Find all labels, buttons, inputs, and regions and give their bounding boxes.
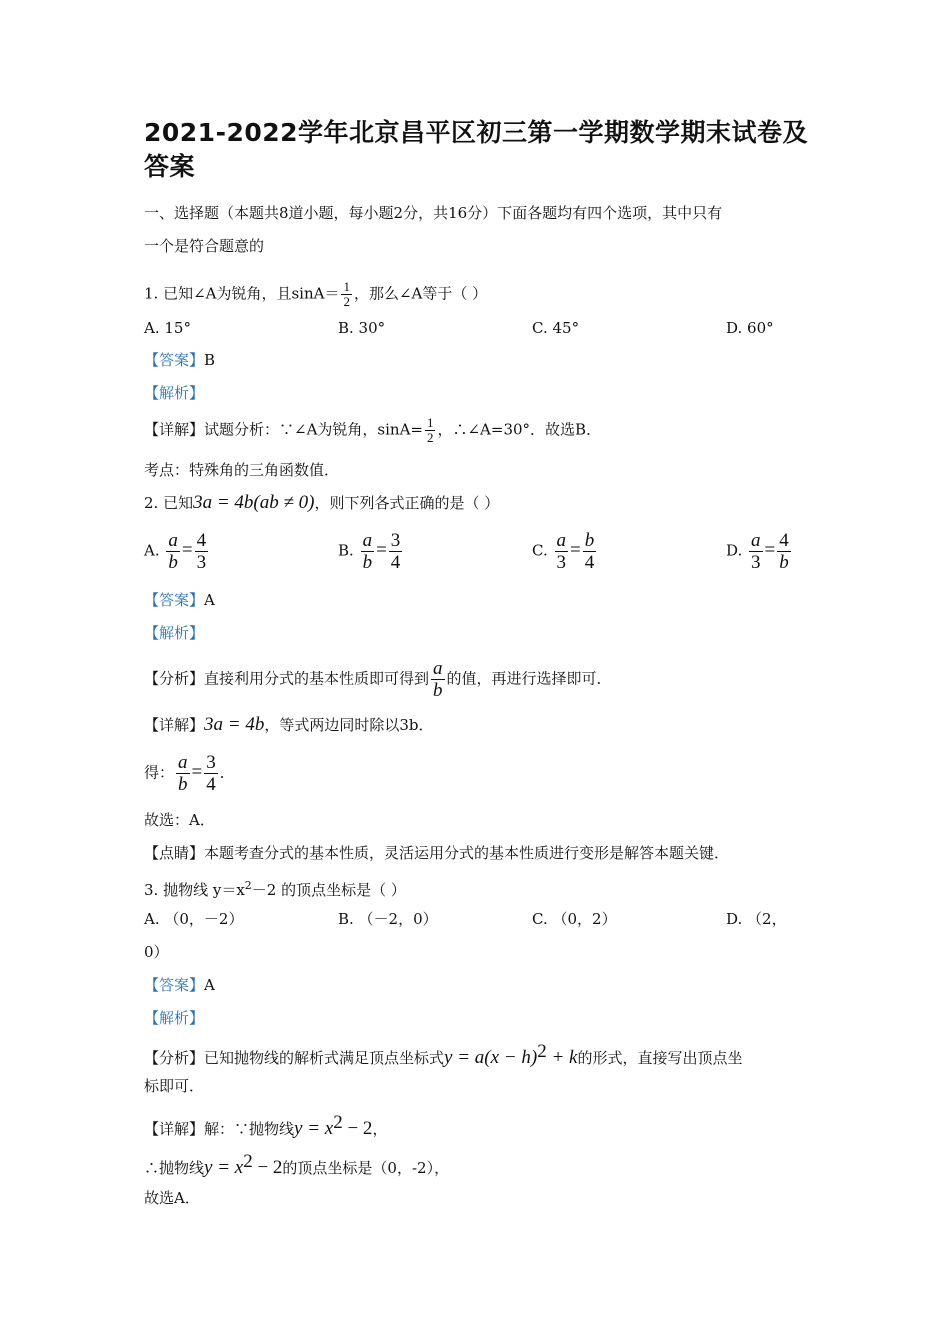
detail-tag: 【详解】	[144, 716, 205, 734]
q1-detail-text-end: ，∴∠A=30°．故选B．	[437, 420, 602, 439]
q1-detail	[144, 416, 601, 445]
q1-stem-text-end: ，那么∠A等于（ ）	[353, 284, 488, 303]
section-heading-line2: 一个是符合题意的	[144, 237, 265, 255]
q1-stem-text: 1. 已知∠A为锐角，且sinA＝	[144, 284, 340, 303]
answer-tag: 【答案】	[144, 351, 205, 369]
q3-option-a: A. （0，－2）	[144, 910, 244, 928]
q1-answer	[144, 350, 215, 370]
analysis-tag: 【解析】	[144, 384, 205, 402]
q1-option-c: C. 45°	[532, 319, 580, 337]
q3-option-b: B. （－2，0）	[338, 910, 438, 928]
q1-fraction: $\frac{1}{2}$	[343, 279, 350, 309]
section-heading-line1: 一、选择题（本题共8道小题，每小题2分，共16分）下面各题均有四个选项，其中只有	[144, 204, 723, 222]
page-title: 2021-2022学年北京昌平区初三第一学期数学期末试卷及答案	[144, 118, 809, 181]
q2-stem	[144, 493, 499, 513]
fenxi-tag: 【分析】	[144, 669, 205, 688]
q2-detail-text: ，等式两边同时除以3b．	[264, 716, 434, 734]
q2-option-b: B. $\frac{a}{b}$ = $\frac{3}{4}$	[338, 530, 401, 573]
q2-option-d: D. $\frac{a}{3}$ = $\frac{4}{b}$	[726, 530, 789, 573]
q3-option-d-cont: 0）	[144, 943, 169, 961]
q2-stem-text-end: ，则下列各式正确的是（ ）	[314, 494, 500, 512]
q3-option-c: C. （0，2）	[532, 910, 617, 928]
q3-answer-value: A	[204, 976, 215, 994]
q2-stem-math: 3a = 4b(ab ≠ 0)	[193, 492, 315, 513]
q3-analysis	[144, 1008, 204, 1028]
q2-answer	[144, 590, 215, 610]
q1-stem	[144, 280, 487, 309]
q1-answer-value: B	[204, 351, 216, 369]
q3-detail-line2: ∴抛物线$y = x^2 - 2$的顶点坐标是（0，-2），	[144, 1151, 450, 1178]
q2-option-c: C. $\frac{a}{3}$ = $\frac{b}{4}$	[532, 530, 595, 573]
q3-option-d: D. （2，	[726, 910, 787, 928]
q2-option-a: A. $\frac{a}{b}$ = $\frac{4}{3}$	[144, 530, 207, 573]
q1-detail-fraction: $\frac{1}{2}$	[426, 415, 434, 445]
q3-answer	[144, 975, 215, 995]
q2-fenxi-text-end: 的值，再进行选择即可．	[446, 669, 612, 688]
detail-tag: 【详解】	[144, 420, 205, 439]
q2-conclusion: 故选：A．	[144, 811, 215, 829]
q2-analysis	[144, 623, 204, 643]
q3-fenxi: 【分析】已知抛物线的解析式满足顶点坐标式$y = a(x - h)^2 + k$的形式，直接写出顶点坐	[144, 1041, 743, 1068]
analysis-tag: 【解析】	[144, 1009, 205, 1027]
q3-conclusion: 故选A．	[144, 1189, 200, 1207]
answer-tag: 【答案】	[144, 591, 205, 609]
q2-detail-math: 3a = 4b	[204, 714, 265, 735]
q1-analysis	[144, 383, 204, 403]
q2-derivation: 得： $\frac{a}{b}$ = $\frac{3}{4}$ ．	[144, 752, 235, 795]
q1-option-d: D. 60°	[726, 319, 774, 337]
q2-detail	[144, 715, 434, 735]
analysis-tag: 【解析】	[144, 624, 205, 642]
q2-fenxi	[144, 658, 612, 701]
q2-dianjing-text: 本题考查分式的基本性质，灵活运用分式的基本性质进行变形是解答本题关键．	[204, 844, 730, 862]
q2-fenxi-fraction: $\frac{a}{b}$	[433, 658, 443, 701]
q2-dianjing	[144, 843, 729, 863]
answer-tag: 【答案】	[144, 976, 205, 994]
q2-fenxi-text: 直接利用分式的基本性质即可得到	[204, 669, 430, 688]
q2-answer-value: A	[204, 591, 215, 609]
q1-detail-text: 试题分析：∵∠A为锐角，sinA=	[204, 420, 423, 439]
dianjing-tag: 【点睛】	[144, 844, 205, 862]
q3-detail: 【详解】解：∵抛物线$y = x^2 - 2$，	[144, 1112, 388, 1139]
q1-option-a: A. 15°	[144, 319, 191, 337]
q1-option-b: B. 30°	[338, 319, 386, 337]
q3-fenxi-cont: 标即可．	[144, 1077, 205, 1095]
q3-stem: 3. 抛物线 $y=x^2-2$ 的顶点坐标是（ ）	[144, 879, 406, 899]
q1-kaodian: 考点：特殊角的三角函数值．	[144, 461, 340, 479]
q2-stem-text: 2. 已知	[144, 494, 194, 512]
